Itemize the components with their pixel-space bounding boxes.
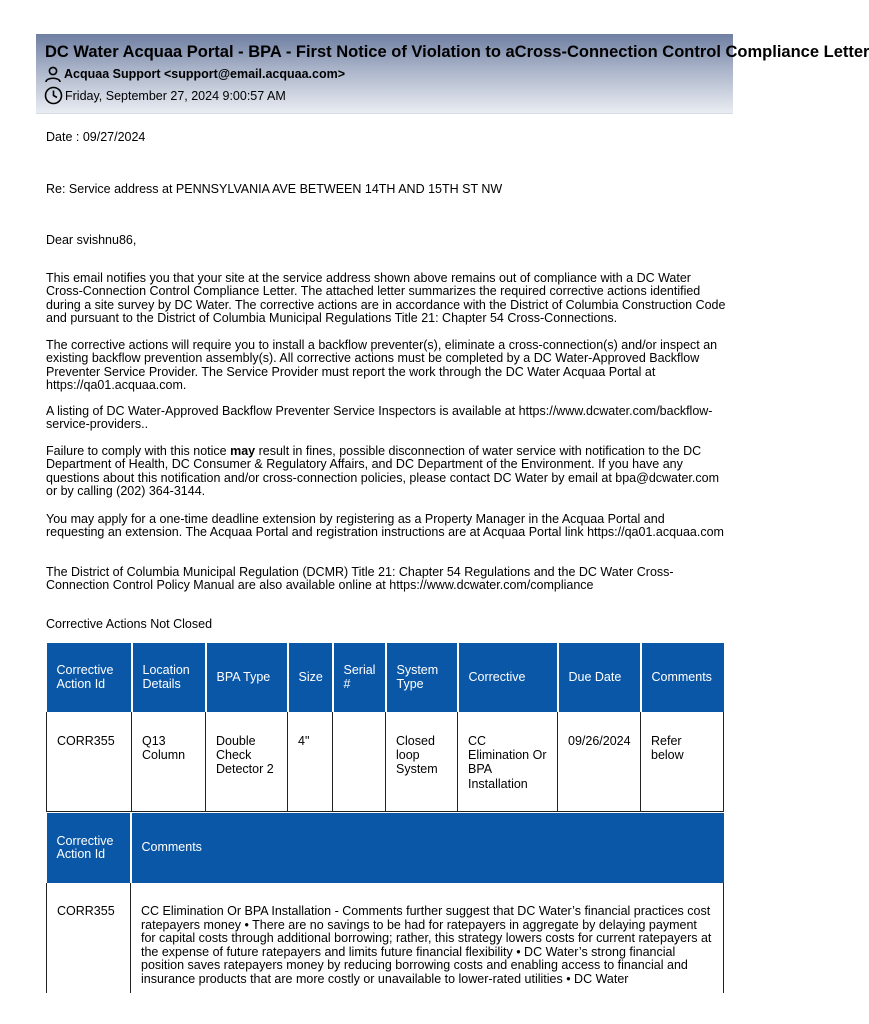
re-line: Re: Service address at PENNSYLVANIA AVE BETWEEN 14TH AND 15TH ST NW (46, 182, 503, 196)
col-header-comments: Comments (131, 813, 724, 883)
col-header-bpa-type: BPA Type (206, 643, 288, 712)
cell-comments: CC Elimination Or BPA Installation - Comments further suggest that DC Water’s financial practices cost ratepayers money • There are no savings to be had for ratepayers in aggregate by delaying payment for capital costs through additional borrowing; rather, this strategy lowers costs for current ratepayers at the expense of future ratepayers and limits future financial flexibility • DC Water’s strong financial position saves ratepayers money by reducing borrowing costs and enabling access to financial and insurance products that are more costly or unavailable to lower-rated utilities • DC Water (131, 883, 724, 993)
person-icon (44, 65, 62, 83)
cell-size: 4" (288, 712, 333, 811)
cell-action-id: CORR355 (47, 712, 132, 811)
email-header (36, 34, 869, 114)
paragraph-failure-to-comply: Failure to comply with this notice may result in fines, possible disconnection of water service with notification to the DC Department of Health, DC Consumer & Regulatory Affairs, and DC Department of the Environment. If you have any questions about this notification and/or cross-connection policies, please contact DC Water by email at bpa@dcwater.com or by calling (202) 364-3144. (46, 444, 719, 499)
table-header-row (47, 813, 724, 883)
cell-due-date: 09/26/2024 (558, 712, 641, 811)
clock-icon (44, 86, 63, 105)
table-row (47, 883, 724, 993)
paragraph-dcmr: The District of Columbia Municipal Regulation (DCMR) Title 21: Chapter 54 Regulations and the DC Water Cross-Connection Control Policy Manual are also available online at https://www.dcwater.com/compliance (46, 565, 674, 593)
cell-corrective: CC Elimination Or BPA Installation (458, 712, 558, 811)
col-header-serial: Serial # (333, 643, 386, 712)
col-header-location: Location Details (132, 643, 206, 712)
received-time: Friday, September 27, 2024 9:00:57 AM (65, 88, 286, 103)
paragraph-notice: This email notifies you that your site at the service address shown above remains out of compliance with a DC Water Cross-Connection Control Compliance Letter. The attached letter summarizes the required corrective actions identified during a site survey by DC Water. The corrective actions are in accordance with the District of Columbia Construction Code and pursuant to the District of Columbia Municipal Regulations Title 21: Chapter 54 Cross-Connections. (46, 271, 726, 326)
col-header-action-id: Corrective Action Id (47, 643, 132, 712)
cell-action-id: CORR355 (47, 883, 131, 993)
table-header-row (47, 643, 724, 712)
col-header-comments: Comments (641, 643, 724, 712)
cell-comments: Refer below (641, 712, 724, 811)
col-header-due-date: Due Date (558, 643, 641, 712)
received-row (44, 86, 286, 105)
table-row (47, 712, 724, 811)
cell-system-type: Closed loop System (386, 712, 458, 811)
cell-location: Q13 Column (132, 712, 206, 811)
section-title: Corrective Actions Not Closed (46, 617, 213, 631)
col-header-system-type: System Type (386, 643, 458, 712)
email-subject: DC Water Acquaa Portal - BPA - First Notice of Violation to aCross-Connection Control Compliance Letter (45, 43, 869, 61)
corrective-actions-table (46, 643, 724, 812)
paragraph-extension: You may apply for a one-time deadline extension by registering as a Property Manager in the Acquaa Portal and requesting an extension. The Acquaa Portal and registration instructions are at Acquaa Portal link https://qa01.acquaa.com (46, 512, 724, 540)
comments-table (46, 813, 724, 993)
sender[interactable]: Acquaa Support <support@email.acquaa.com> (64, 67, 346, 81)
col-header-corrective: Corrective (458, 643, 558, 712)
cell-serial (333, 712, 386, 811)
greeting: Dear svishnu86, (46, 233, 137, 247)
date-line: Date : 09/27/2024 (46, 130, 146, 144)
cell-bpa-type: Double Check Detector 2 (206, 712, 288, 811)
sender-row (44, 65, 345, 83)
col-header-size: Size (288, 643, 333, 712)
paragraph-inspectors-listing: A listing of DC Water-Approved Backflow Preventer Service Inspectors is available at https://www.dcwater.com/backflow-service-providers.. (46, 404, 713, 432)
paragraph-corrective-actions: The corrective actions will require you to install a backflow preventer(s), eliminate a cross-connection(s) and/or inspect an existing backflow prevention assembly(s). All corrective actions must be completed by a DC Water-Approved Backflow Preventer Service Provider. The Service Provider must report the work through the DC Water Acquaa Portal at https://qa01.acquaa.com. (46, 338, 718, 393)
col-header-action-id: Corrective Action Id (47, 813, 131, 883)
